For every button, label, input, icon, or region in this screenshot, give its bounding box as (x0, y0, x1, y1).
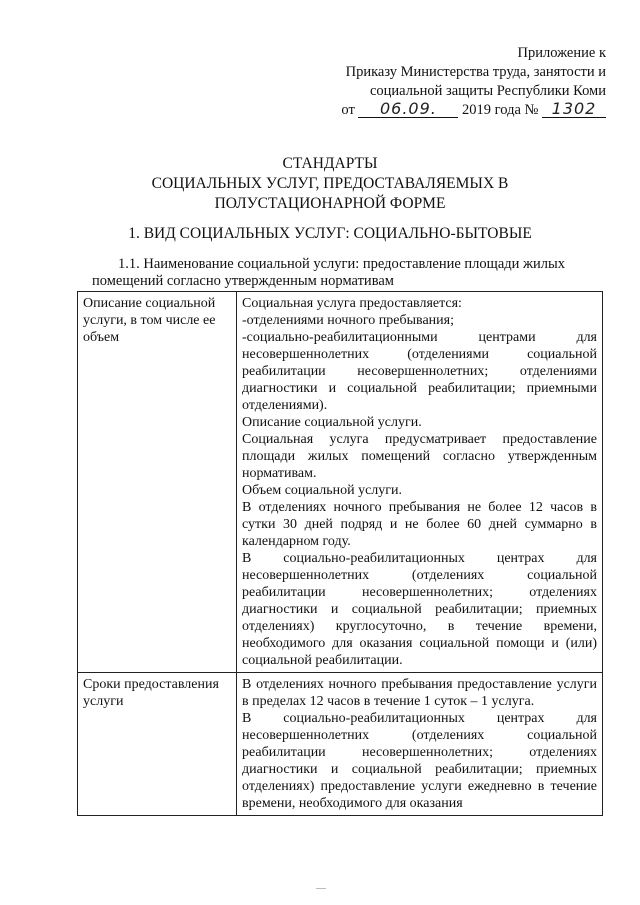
annex-line-2: Приказу Министерства труда, занятости и (345, 64, 606, 80)
paragraph: В отделениях ночного пребывания предоставление услуги в пределах 12 часов в течение 1 суток – 1 услуга. (242, 677, 597, 709)
row-label-description: Описание социальной услуги, в том числе ее объем (78, 292, 237, 673)
service-name-line-1: 1.1. Наименование социальной услуги: предоставление площади жилых (118, 256, 566, 272)
paragraph: Социальная услуга предусматривает предоставление площади жилых помещений согласно утвержденным нормативам. (242, 432, 597, 481)
handwritten-date: 06.09. (358, 101, 458, 118)
paragraph: Объем социальной услуги. (242, 483, 403, 498)
handwritten-number: 1302 (542, 101, 606, 118)
document-title (60, 154, 600, 214)
annex-line-3: социальной защиты Республики Коми (369, 83, 606, 99)
standards-table (77, 291, 603, 816)
paragraph: Описание социальной услуги. (242, 415, 422, 430)
row-label-terms: Сроки предоставления услуги (78, 673, 237, 816)
title-line-1: СТАНДАРТЫ (282, 155, 378, 172)
service-name (92, 256, 603, 290)
annex-date-line (286, 101, 606, 120)
annex-header (286, 44, 606, 120)
paragraph: -отделениями ночного пребывания; (242, 313, 454, 328)
annex-line-1: Приложение к (517, 45, 606, 61)
title-line-3: ПОЛУСТАЦИОНАРНОЙ ФОРМЕ (214, 195, 446, 212)
paragraph: -социально-реабилитационными центрами для несовершеннолетних (отделениями социальной реабилитации несовершеннолетних; отделениями диагностики и социальной реабилитации; приемными отделениями). (242, 330, 597, 413)
title-line-2: СОЦИАЛЬНЫХ УСЛУГ, ПРЕДОСТАВАЛЯЕМЫХ В (151, 175, 509, 192)
paragraph: Социальная услуга предоставляется: (242, 296, 462, 311)
service-name-line-2: помещений согласно утвержденным нормативам (92, 273, 394, 289)
table-row (78, 292, 603, 673)
page-mark (316, 888, 326, 889)
section-title: 1. ВИД СОЦИАЛЬНЫХ УСЛУГ: СОЦИАЛЬНО-БЫТОВЫЕ (128, 225, 532, 242)
row-content-description (237, 292, 603, 673)
table-row (78, 673, 603, 816)
row-content-terms (237, 673, 603, 816)
paragraph: В отделениях ночного пребывания не более 12 часов в сутки 30 дней подряд и не более 60 дней суммарно в календарном году. (242, 500, 597, 549)
year-text: 2019 года № (462, 102, 539, 118)
date-prefix: от (341, 102, 355, 118)
paragraph: В социально-реабилитационных центрах для несовершеннолетних (отделениях социальной реабилитации несовершеннолетних; отделениях диагностики и социальной реабилитации; приемных отделениях) круглосуточно, в течение времени, необходимого для оказания социальной помощи и (или) социальной реабилитации. (242, 551, 597, 668)
paragraph: В социально-реабилитационных центрах для несовершеннолетних (отделениях социальной реабилитации несовершеннолетних; отделениях диагностики и социальной реабилитации; приемных отделениях) предоставление услуги ежедневно в течение времени, необходимого для оказания (242, 711, 597, 811)
